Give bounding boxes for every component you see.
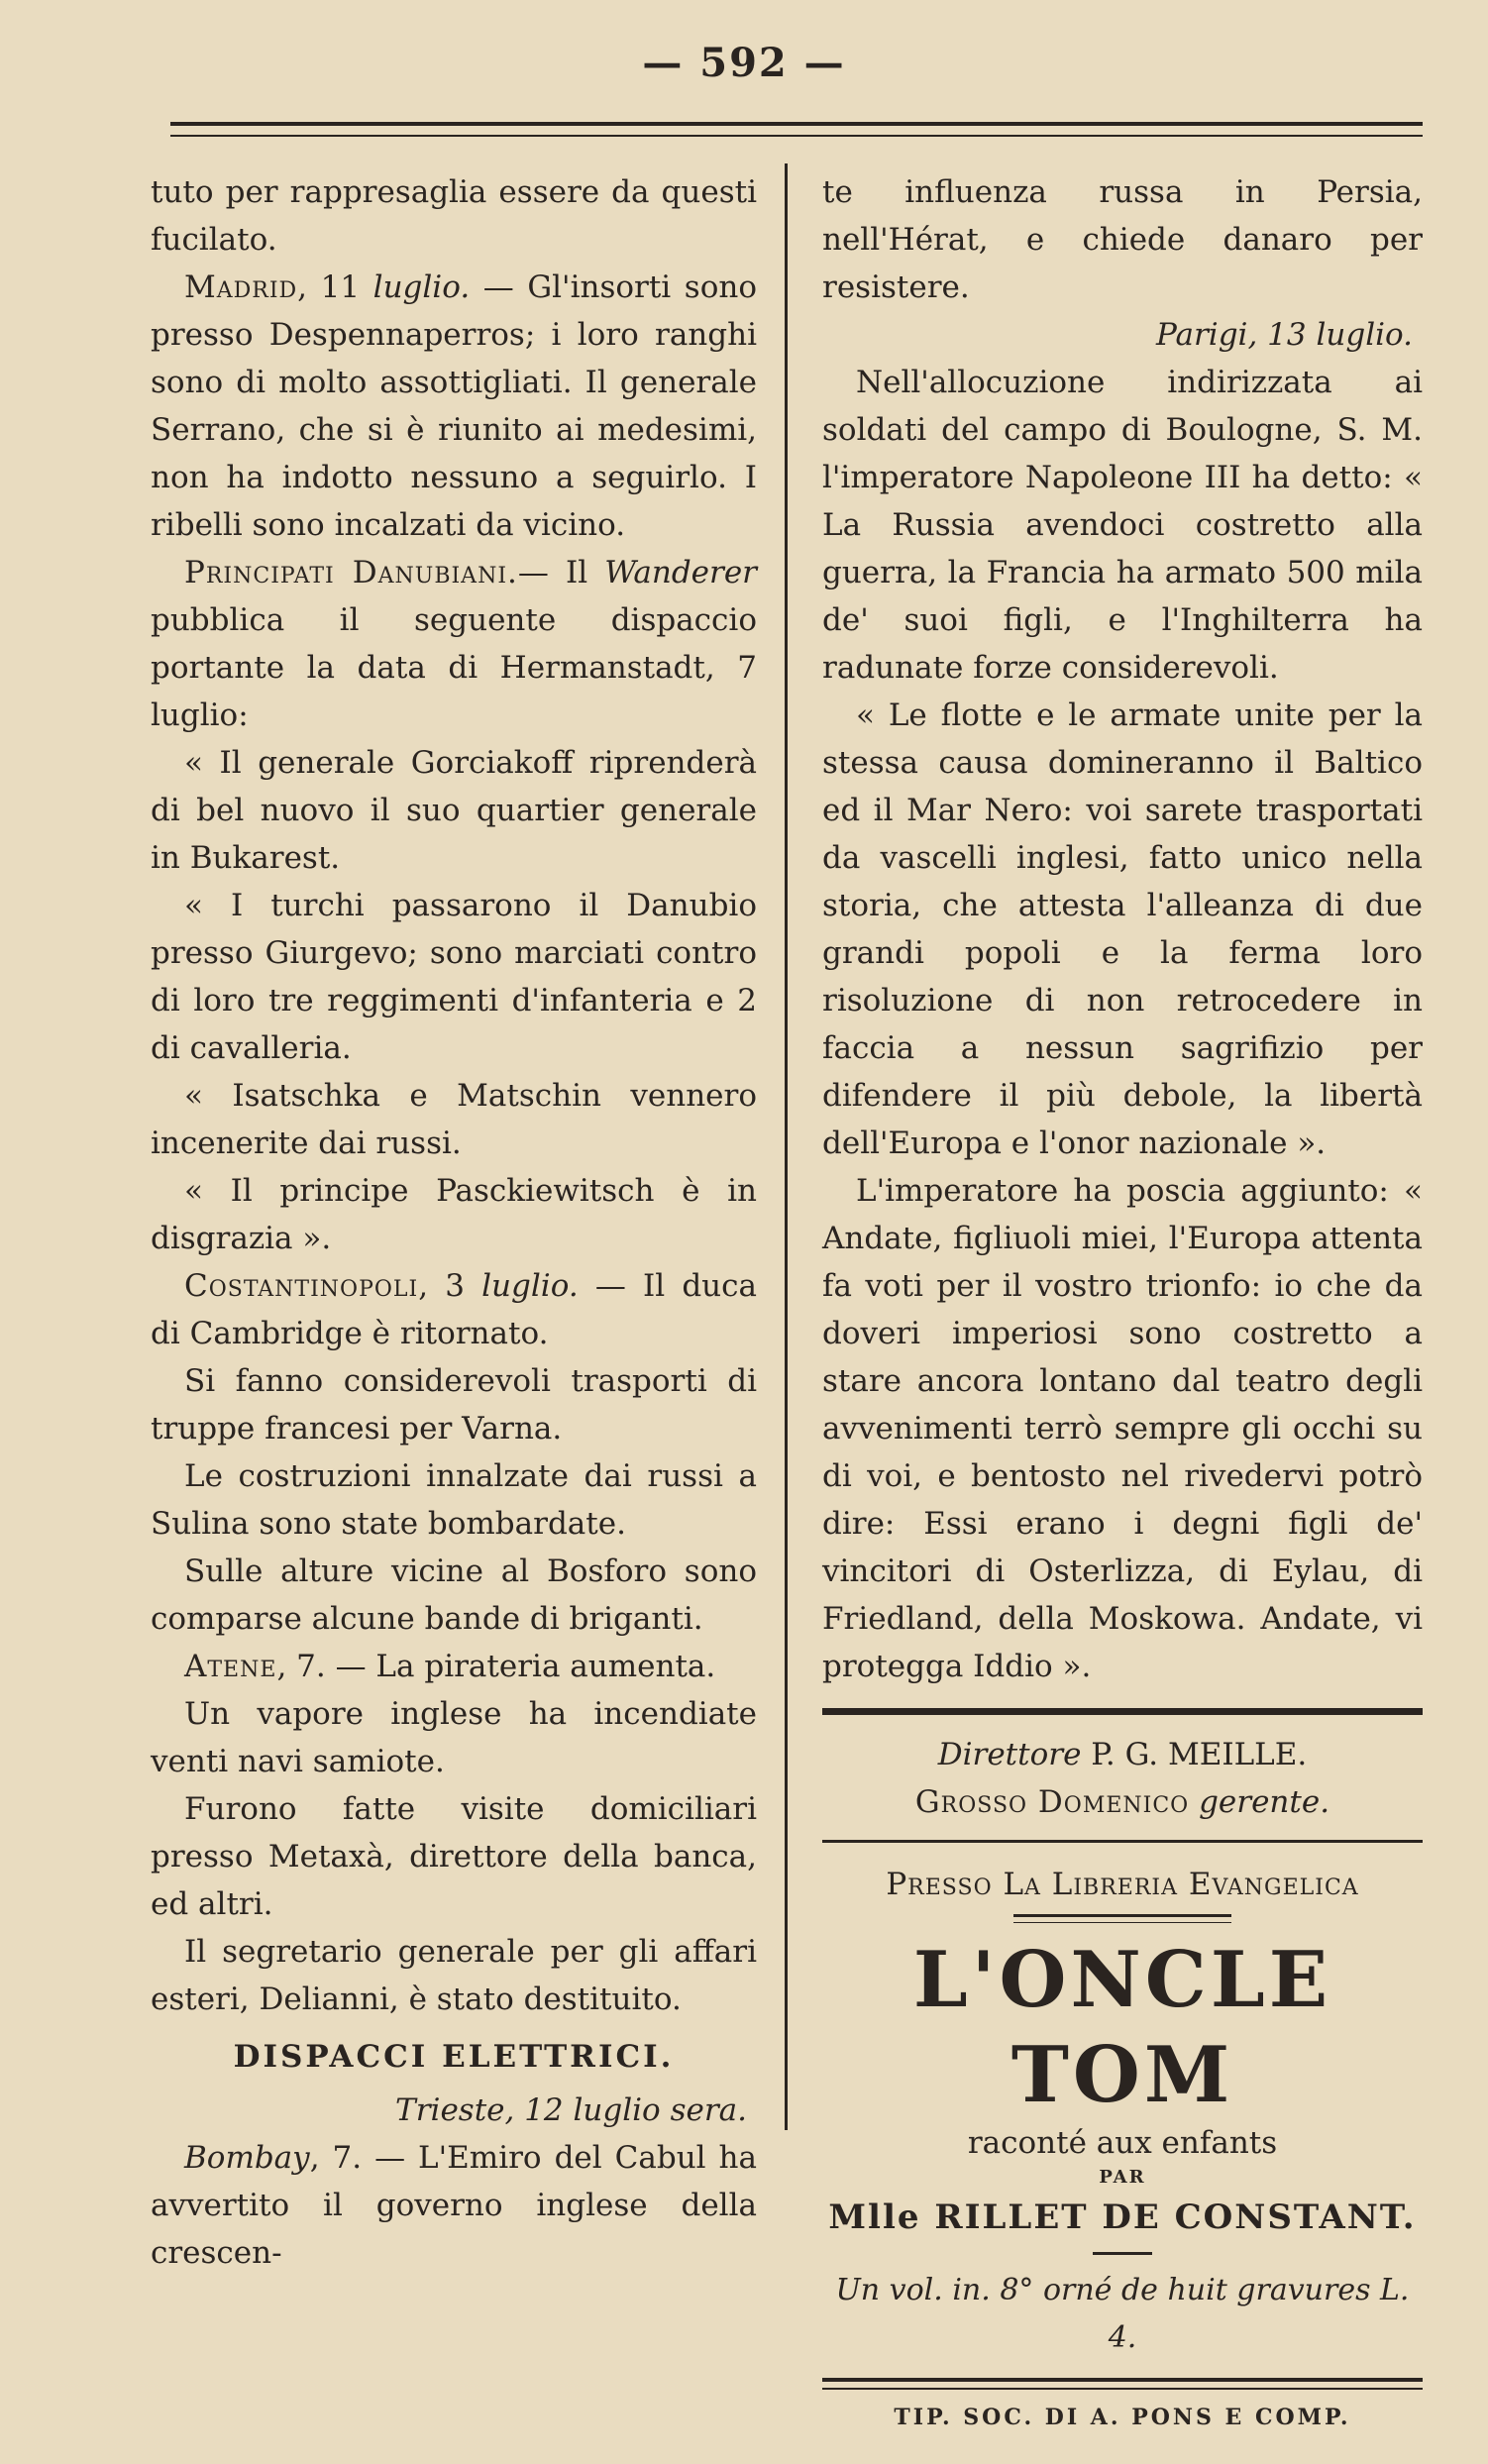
left-paragraph <box>151 1548 757 1643</box>
left-paragraphs <box>151 168 757 2023</box>
lead-rest: , 3 <box>418 1268 482 1304</box>
right-paragraph <box>822 168 1423 311</box>
left-column <box>151 168 757 2277</box>
paragraph-text: L'imperatore ha poscia aggiunto: « Andate, figliuoli miei, l'Europa attenta fa voti per il vostro trionfo: io che da doveri imperiosi sono costretto a stare ancora lontano dal teatro degli avvenimenti terrò sempre gli occhi su di voi, e bentosto nel rivedervi potrò dire: Essi erano i degni figli de' vincitori di Osterlizza, di Eylau, di Friedland, della Moskowa. Andate, vi protegga Iddio ». <box>822 1173 1423 1684</box>
left-paragraph <box>151 1643 757 1690</box>
left-paragraph <box>151 1785 757 1928</box>
paragraph-text: Si fanno considerevoli trasporti di truppe francesi per Varna. <box>151 1363 757 1446</box>
advert-par: PAR <box>1099 2167 1146 2188</box>
advert-subtitle: raconté aux enfants <box>967 2125 1278 2161</box>
paragraph-text: Sulle alture vicine al Bosforo sono comparse alcune bande di briganti. <box>151 1553 757 1637</box>
left-paragraph <box>151 1262 757 1357</box>
place-lead: Atene <box>184 1649 277 1684</box>
lead-rest: , 7. <box>276 1649 336 1684</box>
place-lead: Madrid <box>184 269 298 305</box>
paragraph-text: tuto per rappresaglia essere da questi fucilato. <box>151 174 757 258</box>
printer-line: TIP. SOC. DI A. PONS E COMP. <box>894 2405 1351 2430</box>
dispatch-place: Bombay <box>184 2140 310 2176</box>
left-paragraph <box>151 1452 757 1548</box>
left-paragraph <box>151 1357 757 1452</box>
paragraph-text: Nell'allocuzione indirizzata ai soldati del campo di Boulogne, S. M. l'imperatore Napoleone III ha detto: « La Russia avendoci costretto alla guerra, la Francia ha armato 500 mila de' suoi figli, e l'Inghilterra ha radunate forze considerevoli. <box>822 365 1423 686</box>
left-paragraph <box>151 882 757 1072</box>
advert-mid-rule <box>1013 1914 1231 1923</box>
paragraph-text: — Il duca di Cambridge è ritornato. <box>151 1268 757 1351</box>
imprint-rule <box>822 1708 1423 1715</box>
director-line <box>822 1731 1423 1778</box>
left-paragraph <box>151 1072 757 1167</box>
paragraph-text: — La pirateria aumenta. <box>335 1649 716 1684</box>
right-paragraph <box>822 692 1423 1167</box>
advert-top-rule <box>822 1840 1423 1843</box>
lead-rest: — Il <box>517 555 605 590</box>
paragraph-text: Un vapore inglese ha incendiate venti navi samiote. <box>151 1696 757 1779</box>
right-paragraphs <box>822 168 1423 1690</box>
page-number: — 592 — <box>642 40 846 86</box>
dispatch-text: , 7. — L'Emiro del Cabul ha avvertito il governo inglese della crescen- <box>151 2140 757 2271</box>
paragraph-text: « Il generale Gorciakoff riprenderà di bel nuovo il suo quartier generale in Bukarest. <box>151 745 757 876</box>
paragraph-text: « I turchi passarono il Danubio presso Giurgevo; sono marciati contro di loro tre reggimenti d'infanteria e 2 di cavalleria. <box>151 888 757 1066</box>
advert-title: L'ONCLE TOM <box>912 1935 1332 2120</box>
paragraph-text: — Gl'insorti sono presso Despennaperros; i loro ranghi sono di molto assottigliati. Il generale Serrano, che si è riunito ai medesimi, non ha indotto nessuno a seguirlo. I ribelli sono incalzati da vicino. <box>151 269 757 543</box>
paragraph-text: Il segretario generale per gli affari esteri, Delianni, è stato destituito. <box>151 1934 757 2017</box>
lead-italic: luglio. <box>481 1268 579 1304</box>
paragraph-text: « Il principe Pasckiewitsch è in disgrazia ». <box>151 1173 757 1256</box>
dispatch-first-paragraph <box>151 2134 757 2277</box>
paragraph-text: « Isatschka e Matschin vennero incenerite dai russi. <box>151 1078 757 1161</box>
advert-dash <box>1093 2252 1152 2255</box>
left-paragraph <box>151 168 757 264</box>
advert-volume: Un vol. in. 8° orné de huit gravures L. 4. <box>835 2273 1410 2355</box>
right-paragraph <box>822 359 1423 692</box>
left-paragraph <box>151 549 757 739</box>
paragraph-text: « Le flotte e le armate unite per la stessa causa domineranno il Baltico ed il Mar Nero: voi sarete trasportati da vascelli inglesi, fatto unico nella storia, che attesta l'alleanza di due grandi popoli e la ferma loro risoluzione di non retrocedere in faccia a nessun sagrifizio per difendere il più debole, la libertà dell'Europa e l'onor nazionale ». <box>822 697 1423 1161</box>
paragraph-text: Le costruzioni innalzate dai russi a Sulina sono state bombardate. <box>151 1458 757 1542</box>
left-paragraph <box>151 1928 757 2023</box>
lead-rest: , 11 <box>297 269 373 305</box>
advert-author: Mlle RILLET DE CONSTANT. <box>828 2197 1417 2237</box>
right-column <box>822 168 1423 2435</box>
left-paragraph <box>151 264 757 549</box>
left-paragraph <box>151 739 757 882</box>
place-lead: Principati Danubiani. <box>184 555 518 590</box>
place-lead: Costantinopoli <box>184 1268 419 1304</box>
advert-presso: Presso La Libreria Evangelica <box>886 1867 1359 1902</box>
paragraph-text: Furono fatte visite domiciliari presso Metaxà, direttore della banca, ed altri. <box>151 1791 757 1922</box>
column-divider <box>785 163 788 2130</box>
lead-italic: luglio. <box>372 269 471 305</box>
paragraph-text: pubblica il seguente dispaccio portante la data di Hermanstadt, 7 luglio: <box>151 602 757 733</box>
printer-rule <box>822 2378 1423 2390</box>
left-paragraph <box>151 1167 757 1262</box>
dispatch-heading: DISPACCI ELETTRICI. <box>233 2039 675 2075</box>
manager-label: gerente. <box>1199 1784 1330 1820</box>
director-name: P. G. MEILLE. <box>1091 1737 1308 1772</box>
manager-line <box>822 1778 1423 1826</box>
header-rule <box>170 122 1423 137</box>
left-paragraph <box>151 1690 757 1785</box>
lead-italic: Wanderer <box>604 555 757 590</box>
right-paragraph <box>822 1167 1423 1690</box>
manager-name: Grosso Domenico <box>914 1784 1190 1820</box>
director-label: Direttore <box>937 1737 1082 1772</box>
right-dateline: Parigi, 13 luglio. <box>1156 317 1413 353</box>
dispatch-dateline: Trieste, 12 luglio sera. <box>395 2092 747 2128</box>
paragraph-text: te influenza russa in Persia, nell'Hérat, e chiede danaro per resistere. <box>822 174 1423 305</box>
